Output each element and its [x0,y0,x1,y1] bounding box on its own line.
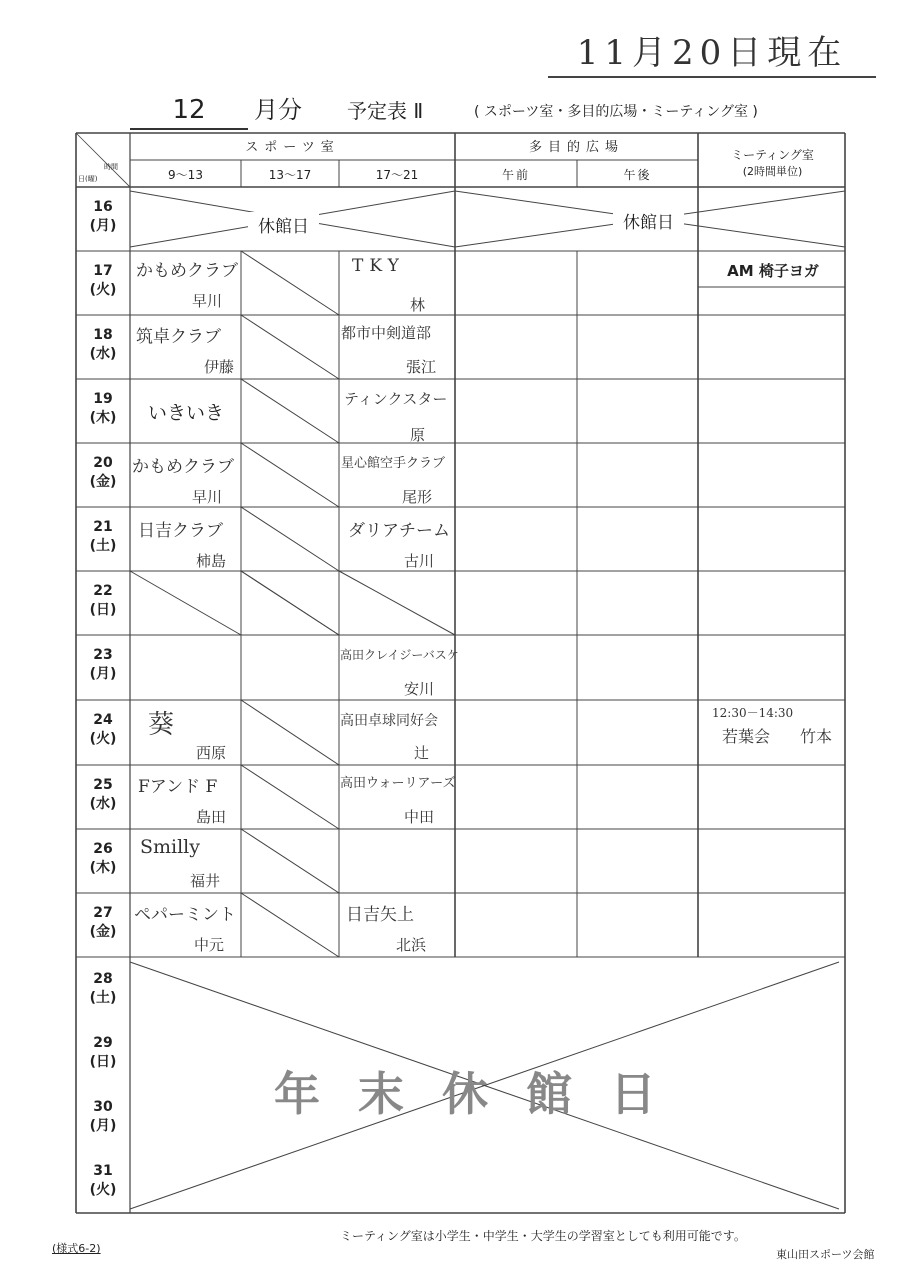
entry-25-am-rep: 島田 [196,808,227,826]
day-label [76,518,130,556]
day-number: 24 [93,712,113,728]
day-number: 16 [93,199,113,215]
day-label [76,646,130,684]
as-of-date: 11月20日現在 [548,32,876,78]
entry-24-am-rep: 西原 [196,744,227,762]
entry-23-eve-rep: 安川 [404,680,435,698]
day-weekday: (土) [89,538,117,554]
entry-24-eve-name: 高田卓球同好会 [340,713,438,729]
day-number: 27 [93,905,113,921]
day-label [76,1098,130,1136]
day-label [76,198,130,236]
footer-note: ミーティング室は小学生・中学生・大学生の学習室としても利用可能です。 [340,1229,746,1243]
unavailable-slash [241,379,339,443]
entry-20-am-rep: 早川 [192,488,223,506]
day-number: 18 [93,327,113,343]
entry-19-am-name: いきいき [148,402,225,424]
day-label [76,840,130,878]
unavailable-slash [241,765,339,829]
entry-21-am-name: 日吉クラブ [138,521,223,541]
unavailable-slash [241,829,339,893]
closed-label-sports: 休館日 [248,212,319,237]
unavailable-slash [241,571,339,635]
entry-19-eve-name: ティンクスター [344,390,448,408]
closed-label-plaza: 休館日 [613,208,684,233]
day-number: 21 [93,519,113,535]
day-weekday: (火) [89,731,117,747]
day-label [76,262,130,300]
day-number: 23 [93,647,113,663]
title-month-unit: 月分 [254,96,302,124]
entry-17-am-rep: 早川 [192,292,223,310]
entry-17-eve-rep: 林 [410,296,426,314]
entry-17-am-name: かもめクラブ [136,261,238,281]
page-title: 予定表 Ⅱ [347,99,424,123]
entry-20-eve-rep: 尾形 [402,488,433,506]
day-weekday: (木) [89,860,117,876]
unavailable-slash [241,893,339,957]
day-weekday: (火) [89,282,117,298]
entry-25-eve-name: 高田ウォーリアーズ [340,776,456,791]
day-label [76,776,130,814]
meeting-17-entry: AM 椅子ヨガ [727,262,819,280]
day-label [76,711,130,749]
title-month: 12 [130,92,248,130]
entry-26-am-rep: 福井 [190,872,221,890]
unavailable-slash [339,571,455,635]
entry-23-eve-name: 高田クレイジーバスケ [340,648,459,662]
day-weekday: (木) [89,410,117,426]
header-sports-room: スポーツ室 [245,140,340,155]
day-label [76,454,130,492]
day-label [76,970,130,1008]
entry-26-am-name: Smilly [140,836,200,858]
day-number: 19 [93,391,113,407]
entry-18-am-name: 筑卓クラブ [136,327,221,347]
corner-time-label: 時間 [104,163,118,171]
header-meeting-unit: (2時間単位) [742,165,803,178]
entry-18-eve-rep: 張江 [406,358,437,376]
day-label [76,326,130,364]
entry-27-am-rep: 中元 [194,936,225,954]
entry-21-eve-name: ダリアチーム [348,521,450,541]
day-number: 31 [93,1163,113,1179]
entry-25-am-name: Fアンド F [138,777,218,797]
entry-21-am-rep: 柿島 [196,552,227,570]
unavailable-slash [241,700,339,765]
unavailable-slash [130,571,241,635]
page-subtitle: ( スポーツ室・多目的広場・ミーティング室 ) [474,104,758,120]
day-weekday: (金) [89,924,117,940]
entry-18-am-rep: 伊藤 [204,358,235,376]
day-weekday: (日) [89,1054,117,1070]
day-weekday: (月) [89,666,117,682]
entry-27-am-name: ペパーミント [134,905,236,925]
day-number: 17 [93,263,113,279]
day-weekday: (水) [89,346,117,362]
header-multi-plaza: 多目的広場 [528,140,624,155]
header-meeting-room: ミーティング室 [731,148,814,162]
day-label [76,904,130,942]
slot-9-13: 9～13 [168,168,203,182]
day-number: 28 [93,971,113,987]
entry-19-eve-rep: 原 [410,426,426,444]
organization-name: 東山田スポーツ会館 [776,1248,875,1261]
entry-20-eve-name: 星心館空手クラブ [341,456,446,471]
day-label [76,582,130,620]
day-weekday: (月) [89,218,117,234]
entry-27-eve-rep: 北浜 [396,936,427,954]
day-weekday: (日) [89,602,117,618]
day-weekday: (火) [89,1182,117,1198]
day-number: 25 [93,777,113,793]
form-number: (様式6-2) [52,1242,101,1255]
day-weekday: (土) [89,990,117,1006]
day-number: 29 [93,1035,113,1051]
day-number: 20 [93,455,113,471]
slot-17-21: 17～21 [375,168,419,182]
entry-24-am-name: 葵 [148,710,175,740]
slot-pm: 午後 [623,168,652,182]
day-weekday: (水) [89,796,117,812]
entry-18-eve-name: 都市中剣道部 [341,324,432,342]
day-label [76,1034,130,1072]
slot-am: 午前 [501,168,530,182]
day-number: 22 [93,583,113,599]
unavailable-slash [241,315,339,379]
meeting-24-name: 若葉会 [722,727,771,746]
unavailable-slash [241,507,339,571]
entry-20-am-name: かもめクラブ [132,457,234,477]
year-end-closed-label: 年末休館日 [274,1067,694,1121]
day-label [76,390,130,428]
unavailable-slash [241,443,339,507]
corner-date-label: 日(曜) [78,175,98,183]
entry-27-eve-name: 日吉矢上 [346,905,414,925]
day-weekday: (金) [89,474,117,490]
entry-25-eve-rep: 中田 [404,808,435,826]
meeting-24-rep: 竹本 [800,727,833,746]
entry-21-eve-rep: 古川 [404,552,435,570]
slot-13-17: 13～17 [268,168,312,182]
day-number: 26 [93,841,113,857]
day-weekday: (月) [89,1118,117,1134]
entry-17-eve-name: TKY [352,256,405,276]
day-label [76,1162,130,1200]
day-number: 30 [93,1099,113,1115]
entry-24-eve-rep: 辻 [414,744,430,762]
unavailable-slash [241,251,339,315]
meeting-24-time: 12:30－14:30 [712,706,794,720]
